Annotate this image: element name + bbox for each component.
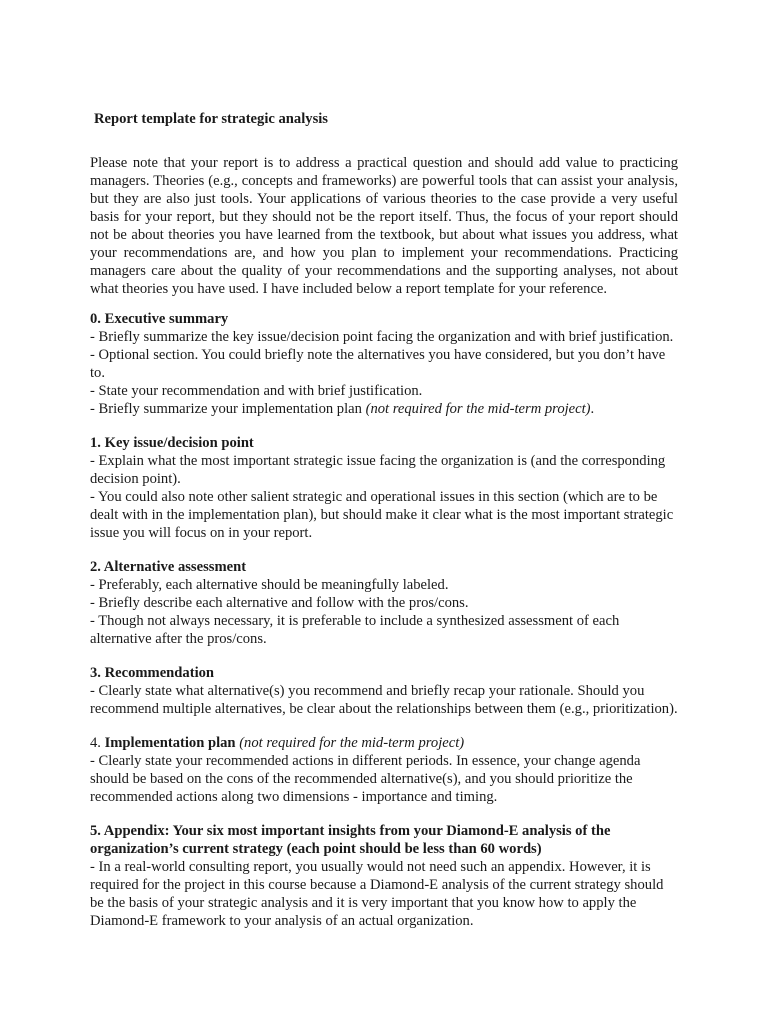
section-recommendation bbox=[90, 664, 678, 718]
bullet-item: - Though not always necessary, it is preferable to include a synthesized assessment of each alternative after the pros/cons. bbox=[90, 613, 620, 647]
bullet-item: - Clearly state what alternative(s) you recommend and briefly recap your rationale. Should you recommend multiple alternatives, be clear about the relationships between them (e.g., prioritization). bbox=[90, 683, 678, 717]
document-title: Report template for strategic analysis bbox=[94, 111, 328, 127]
section-heading: 3. Recommendation bbox=[90, 665, 215, 681]
bullet-item: - Clearly state your recommended actions in different periods. In essence, your change agenda should be based on the cons of the recommended alternative(s), and you should prioritize the recommended actions along two dimensions - importance and timing. bbox=[90, 753, 641, 805]
section-heading: 0. Executive summary bbox=[90, 311, 229, 327]
intro-paragraph: Please note that your report is to address a practical question and should add value to practicing managers. Theories (e.g., concepts and frameworks) are powerful tools that can assist your analysis, but they are also just tools. Your applications of various theories to the case provide a very useful basis for your report, but they should not be the report itself. Thus, the focus of your report should not be about theories you have learned from the textbook, but about what issues you address, what your recommendations are, and how you plan to implement your recommendations. Practicing managers care about the quality of your recommendations and the supporting analyses, not about what theories you have used. I have included below a report template for your reference. bbox=[90, 155, 678, 297]
section-heading: 1. Key issue/decision point bbox=[90, 435, 254, 451]
section-executive-summary bbox=[90, 310, 678, 418]
bullet-item: - Briefly summarize the key issue/decision point facing the organization and with brief justification. bbox=[90, 329, 674, 345]
bullet-item: - Briefly describe each alternative and follow with the pros/cons. bbox=[90, 595, 469, 611]
section-heading: 2. Alternative assessment bbox=[90, 559, 247, 575]
section-alternative-assessment bbox=[90, 558, 678, 648]
section-key-issue bbox=[90, 434, 678, 542]
bullet-item: - Optional section. You could briefly note the alternatives you have considered, but you don’t have to. bbox=[90, 347, 666, 381]
section-implementation-plan bbox=[90, 734, 678, 806]
bullet-item: - Preferably, each alternative should be meaningfully labeled. bbox=[90, 577, 449, 593]
section-heading: 5. Appendix: Your six most important insights from your Diamond-E analysis of the organization’s current strategy (each point should be less than 60 words) bbox=[90, 823, 611, 857]
bullet-item: - In a real-world consulting report, you usually would not need such an appendix. However, it is required for the project in this course because a Diamond-E analysis of the current strategy should be the basis of your strategic analysis and it is very important that you know how to apply the Diamond-E framework to your analysis of an actual organization. bbox=[90, 859, 664, 929]
document-page bbox=[90, 110, 678, 946]
section-appendix bbox=[90, 822, 678, 930]
bullet-item: - Briefly summarize your implementation plan (not required for the mid-term project). bbox=[90, 401, 595, 417]
bullet-item: - Explain what the most important strategic issue facing the organization is (and the corresponding decision point). bbox=[90, 453, 666, 487]
bullet-item: - You could also note other salient strategic and operational issues in this section (which are to be dealt with in the implementation plan), but should make it clear what is the most important strategic issue you will focus on in your report. bbox=[90, 489, 674, 541]
bullet-item: - State your recommendation and with brief justification. bbox=[90, 383, 423, 399]
section-heading: 4. Implementation plan (not required for the mid-term project) bbox=[90, 735, 465, 751]
